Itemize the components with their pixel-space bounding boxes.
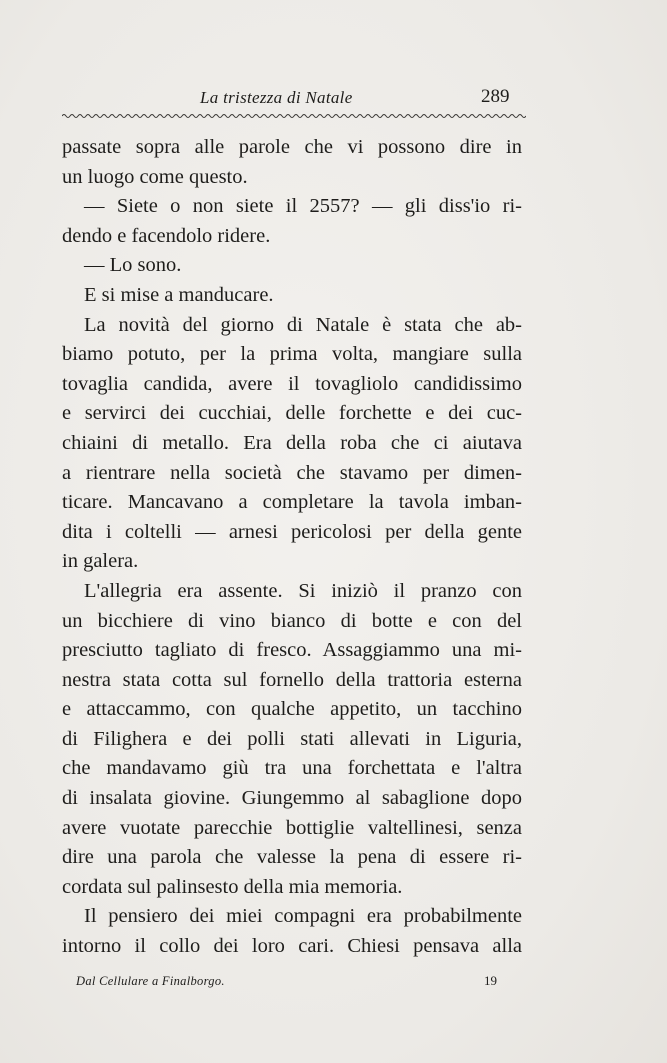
text-line: passate sopra alle parole che vi possono dire in xyxy=(62,136,522,158)
text-line: Il pensiero dei miei compagni era probabilmente xyxy=(84,905,522,928)
text-line: cordata sul palinsesto della mia memoria. xyxy=(62,875,403,898)
text-line: in galera. xyxy=(62,550,139,573)
text-line: dire una parola che valesse la pena di essere ri- xyxy=(62,846,522,869)
text-line: chiaini di metallo. Era della roba che ci aiutava xyxy=(62,431,522,454)
text-line: nestra stata cotta sul fornello della trattoria esterna xyxy=(62,668,522,691)
text-line: un luogo come questo. xyxy=(62,165,248,188)
text-line: — Lo sono. xyxy=(84,254,182,277)
text-line: L'allegria era assente. Si iniziò il pranzo con xyxy=(84,579,522,602)
body-text xyxy=(62,133,522,962)
text-line: a rientrare nella società che stavamo per dimen- xyxy=(62,461,522,484)
page-number: 289 xyxy=(481,86,510,107)
text-line: La novità del giorno di Natale è stata che ab- xyxy=(84,313,522,336)
footer-sheet-number: 19 xyxy=(484,973,497,988)
text-line: — Siete o non siete il 2557? — gli diss'io ri- xyxy=(84,195,522,218)
text-line: un bicchiere di vino bianco di botte e con del xyxy=(62,609,522,632)
text-line: di insalata giovine. Giungemmo al sabaglione dopo xyxy=(62,787,522,810)
text-line: intorno il collo dei loro cari. Chiesi pensava alla xyxy=(62,935,522,958)
text-line: di Filighera e dei polli stati allevati in Liguria, xyxy=(62,727,522,750)
text-line: biamo potuto, per la prima volta, mangiare sulla xyxy=(62,343,522,366)
text-line: presciutto tagliato di fresco. Assaggiammo una mi- xyxy=(62,639,522,662)
text-line: E si mise a manducare. xyxy=(84,283,274,306)
text-line: che mandavamo giù tra una forchettata e l'altra xyxy=(62,757,522,780)
text-line: tovaglia candida, avere il tovagliolo candidissimo xyxy=(62,372,522,395)
text-line: ticare. Mancavano a completare la tavola imban- xyxy=(62,491,522,514)
text-line: e attaccammo, con qualche appetito, un tacchino xyxy=(62,698,522,721)
text-line: e servirci dei cucchiai, delle forchette e dei cuc- xyxy=(62,402,522,425)
wavy-rule-divider xyxy=(62,111,526,121)
text-line: dendo e facendolo ridere. xyxy=(62,224,271,247)
footer-signature: Dal Cellulare a Finalborgo. xyxy=(76,974,225,988)
running-title: La tristezza di Natale xyxy=(200,88,353,107)
text-line: dita i coltelli — arnesi pericolosi per della gente xyxy=(62,520,522,543)
text-line: avere vuotate parecchie bottiglie valtellinesi, senza xyxy=(62,816,522,839)
